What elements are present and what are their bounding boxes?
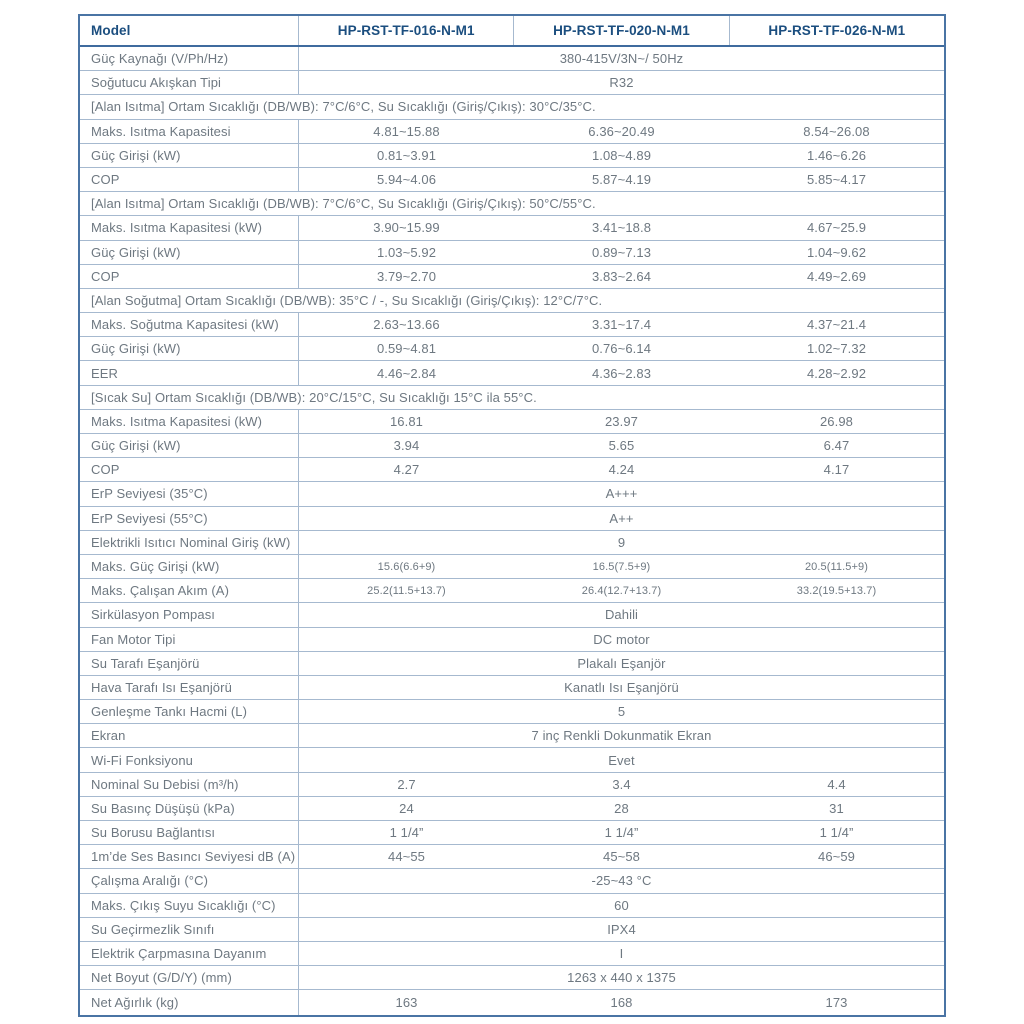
- row-label: Ekran: [80, 724, 299, 747]
- row-value: 163: [395, 994, 418, 1010]
- row-value-merged: A+++: [605, 486, 638, 502]
- spec-row: [80, 579, 944, 603]
- spec-row: [80, 797, 944, 821]
- spec-row: [80, 918, 944, 942]
- spec-row: [80, 628, 944, 652]
- spec-row: [80, 458, 944, 482]
- row-label: Net Boyut (G/D/Y) (mm): [80, 966, 299, 989]
- column-header-model-016: HP-RST-TF-016-N-M1: [299, 16, 514, 45]
- spec-row: [80, 337, 944, 361]
- row-value: 4.49~2.69: [806, 268, 867, 284]
- spec-row: [80, 313, 944, 337]
- row-value: 168: [610, 994, 633, 1010]
- spec-row: [80, 507, 944, 531]
- row-label: COP: [80, 265, 299, 288]
- column-header-model-020: HP-RST-TF-020-N-M1: [514, 16, 729, 45]
- row-value: 1.02~7.32: [806, 341, 867, 357]
- spec-row: [80, 603, 944, 627]
- spec-row: [80, 361, 944, 385]
- spec-row: [80, 531, 944, 555]
- spec-row: [80, 724, 944, 748]
- row-label: COP: [80, 168, 299, 191]
- row-label: Elektrik Çarpmasına Dayanım: [80, 942, 299, 965]
- model-header: Model: [80, 16, 299, 45]
- row-label: Maks. Isıtma Kapasitesi (kW): [80, 216, 299, 239]
- row-value: 26.98: [819, 413, 854, 429]
- spec-row: [80, 700, 944, 724]
- row-label: Güç Girişi (kW): [80, 434, 299, 457]
- row-value: 173: [825, 994, 848, 1010]
- row-label: Maks. Isıtma Kapasitesi (kW): [80, 410, 299, 433]
- spec-table-body: [80, 47, 944, 1015]
- row-value: 3.31~17.4: [591, 317, 652, 333]
- row-value: 4.17: [823, 462, 850, 478]
- row-value: 2.63~13.66: [373, 317, 440, 333]
- row-label: ErP Seviyesi (35°C): [80, 482, 299, 505]
- row-label: Wi-Fi Fonksiyonu: [80, 748, 299, 771]
- spec-row: [80, 676, 944, 700]
- spec-row: [80, 168, 944, 192]
- row-value: 16.5(7.5+9): [592, 560, 651, 573]
- row-value: 0.59~4.81: [376, 341, 437, 357]
- row-value: 4.37~21.4: [806, 317, 867, 333]
- spec-row: [80, 434, 944, 458]
- row-label: Nominal Su Debisi (m³/h): [80, 773, 299, 796]
- row-value: 24: [399, 800, 414, 816]
- row-value-merged: 380-415V/3N~/ 50Hz: [559, 51, 684, 67]
- row-label: Maks. Çıkış Suyu Sıcaklığı (°C): [80, 894, 299, 917]
- row-value: 0.76~6.14: [591, 341, 652, 357]
- row-value: 1.46~6.26: [806, 147, 867, 163]
- row-value: 4.81~15.88: [373, 123, 440, 139]
- section-row: [80, 192, 944, 216]
- spec-row: [80, 47, 944, 71]
- row-value: 20.5(11.5+9): [804, 560, 869, 573]
- spec-row: [80, 894, 944, 918]
- row-label: Su Basınç Düşüşü (kPa): [80, 797, 299, 820]
- spec-row: [80, 990, 944, 1014]
- spec-row: [80, 265, 944, 289]
- row-label: Net Ağırlık (kg): [80, 990, 299, 1014]
- row-value: 4.27: [393, 462, 420, 478]
- section-title: [Alan Soğutma] Ortam Sıcaklığı (DB/WB): 35°C / -, Su Sıcaklığı (Giriş/Çıkış): 12°C/7°C.: [91, 292, 603, 308]
- spec-row: [80, 120, 944, 144]
- row-value: 6.47: [823, 438, 850, 454]
- row-value: 3.4: [612, 776, 631, 792]
- row-label: Elektrikli Isıtıcı Nominal Giriş (kW): [80, 531, 299, 554]
- row-value: 0.89~7.13: [591, 244, 652, 260]
- row-value: 1 1/4”: [389, 825, 424, 841]
- spec-row: [80, 144, 944, 168]
- row-value-merged: 9: [617, 534, 626, 550]
- row-label: Güç Girişi (kW): [80, 337, 299, 360]
- row-value: 3.83~2.64: [591, 268, 652, 284]
- row-value-merged: R32: [609, 75, 634, 91]
- spec-row: [80, 821, 944, 845]
- row-label: ErP Seviyesi (55°C): [80, 507, 299, 530]
- row-value: 4.28~2.92: [806, 365, 867, 381]
- row-label: Maks. Güç Girişi (kW): [80, 555, 299, 578]
- section-title: [Sıcak Su] Ortam Sıcaklığı (DB/WB): 20°C/15°C, Su Sıcaklığı 15°C ila 55°C.: [91, 389, 537, 405]
- row-value: 3.79~2.70: [376, 268, 437, 284]
- spec-row: [80, 410, 944, 434]
- row-value: 3.41~18.8: [591, 220, 652, 236]
- row-label: Genleşme Tankı Hacmi (L): [80, 700, 299, 723]
- row-value: 28: [614, 800, 629, 816]
- row-value: 45~58: [602, 849, 640, 865]
- row-label: Sirkülasyon Pompası: [80, 603, 299, 626]
- row-value-merged: 7 inç Renkli Dokunmatik Ekran: [531, 728, 712, 744]
- row-label: 1m’de Ses Basıncı Seviyesi dB (A): [80, 845, 299, 868]
- row-value-merged: Dahili: [604, 607, 639, 623]
- row-value: 46~59: [817, 849, 855, 865]
- row-value: 25.2(11.5+13.7): [367, 584, 446, 597]
- row-value: 44~55: [387, 849, 425, 865]
- row-value: 4.36~2.83: [591, 365, 652, 381]
- row-value-merged: Kanatlı Isı Eşanjörü: [564, 679, 679, 695]
- row-label: Maks. Çalışan Akım (A): [80, 579, 299, 602]
- row-label: Güç Girişi (kW): [80, 241, 299, 264]
- spec-row: [80, 845, 944, 869]
- row-label: Maks. Soğutma Kapasitesi (kW): [80, 313, 299, 336]
- row-value: 31: [829, 800, 844, 816]
- row-label: Su Borusu Bağlantısı: [80, 821, 299, 844]
- row-value: 1 1/4”: [604, 825, 639, 841]
- section-row: [80, 386, 944, 410]
- row-value-merged: 1263 x 440 x 1375: [567, 970, 676, 986]
- spec-row: [80, 71, 944, 95]
- row-label: Maks. Isıtma Kapasitesi: [80, 120, 299, 143]
- row-value: 6.36~20.49: [588, 123, 655, 139]
- section-title: [Alan Isıtma] Ortam Sıcaklığı (DB/WB): 7°C/6°C, Su Sıcaklığı (Giriş/Çıkış): 30°C/35°C.: [91, 99, 596, 115]
- row-value: 4.67~25.9: [806, 220, 867, 236]
- row-label: Çalışma Aralığı (°C): [80, 869, 299, 892]
- row-value: 26.4(12.7+13.7): [581, 584, 662, 597]
- section-row: [80, 95, 944, 119]
- row-label: EER: [80, 361, 299, 384]
- row-value: 5.85~4.17: [806, 172, 867, 188]
- row-value: 4.46~2.84: [376, 365, 437, 381]
- row-value: 3.94: [393, 438, 420, 454]
- row-value: 16.81: [389, 413, 424, 429]
- row-value: 1.08~4.89: [591, 147, 652, 163]
- row-value: 15.6(6.6+9): [377, 560, 436, 573]
- row-value: 1.03~5.92: [376, 244, 437, 260]
- row-value: 23.97: [604, 413, 639, 429]
- column-header-model-026: HP-RST-TF-026-N-M1: [768, 23, 906, 38]
- spec-row: [80, 555, 944, 579]
- row-value: 5.94~4.06: [376, 172, 437, 188]
- spec-row: [80, 869, 944, 893]
- row-label: Su Tarafı Eşanjörü: [80, 652, 299, 675]
- spec-row: [80, 241, 944, 265]
- row-value: 2.7: [397, 776, 416, 792]
- row-value-merged: Plakalı Eşanjör: [577, 655, 666, 671]
- section-row: [80, 289, 944, 313]
- row-value: 1.04~9.62: [806, 244, 867, 260]
- row-value-merged: -25~43 °C: [591, 873, 652, 889]
- row-value: 5.87~4.19: [591, 172, 652, 188]
- row-value-merged: Evet: [608, 752, 635, 768]
- spec-row: [80, 966, 944, 990]
- spec-row: [80, 482, 944, 506]
- row-value-merged: DC motor: [593, 631, 650, 647]
- row-label: Su Geçirmezlik Sınıfı: [80, 918, 299, 941]
- row-value: 0.81~3.91: [376, 147, 437, 163]
- spec-row: [80, 652, 944, 676]
- row-label: Güç Girişi (kW): [80, 144, 299, 167]
- row-value: 8.54~26.08: [803, 123, 870, 139]
- row-value-merged: 60: [614, 897, 629, 913]
- row-value-merged: I: [619, 946, 624, 962]
- section-title: [Alan Isıtma] Ortam Sıcaklığı (DB/WB): 7°C/6°C, Su Sıcaklığı (Giriş/Çıkış): 50°C/55°C.: [91, 196, 596, 212]
- row-label: COP: [80, 458, 299, 481]
- row-value: 33.2(19.5+13.7): [796, 584, 877, 597]
- row-label: Fan Motor Tipi: [80, 628, 299, 651]
- row-value: 4.24: [608, 462, 635, 478]
- spec-row: [80, 748, 944, 772]
- row-label: Hava Tarafı Isı Eşanjörü: [80, 676, 299, 699]
- spec-row: [80, 216, 944, 240]
- header-row: [80, 16, 944, 47]
- spec-table: [78, 14, 946, 1017]
- row-value: 5.65: [608, 438, 635, 454]
- row-value: 1 1/4”: [819, 825, 854, 841]
- row-label: Güç Kaynağı (V/Ph/Hz): [80, 47, 299, 70]
- row-value: 4.4: [827, 776, 846, 792]
- row-value-merged: IPX4: [607, 921, 636, 937]
- row-value-merged: A++: [609, 510, 634, 526]
- spec-row: [80, 773, 944, 797]
- row-label: Soğutucu Akışkan Tipi: [80, 71, 299, 94]
- spec-row: [80, 942, 944, 966]
- row-value-merged: 5: [617, 704, 626, 720]
- row-value: 3.90~15.99: [373, 220, 440, 236]
